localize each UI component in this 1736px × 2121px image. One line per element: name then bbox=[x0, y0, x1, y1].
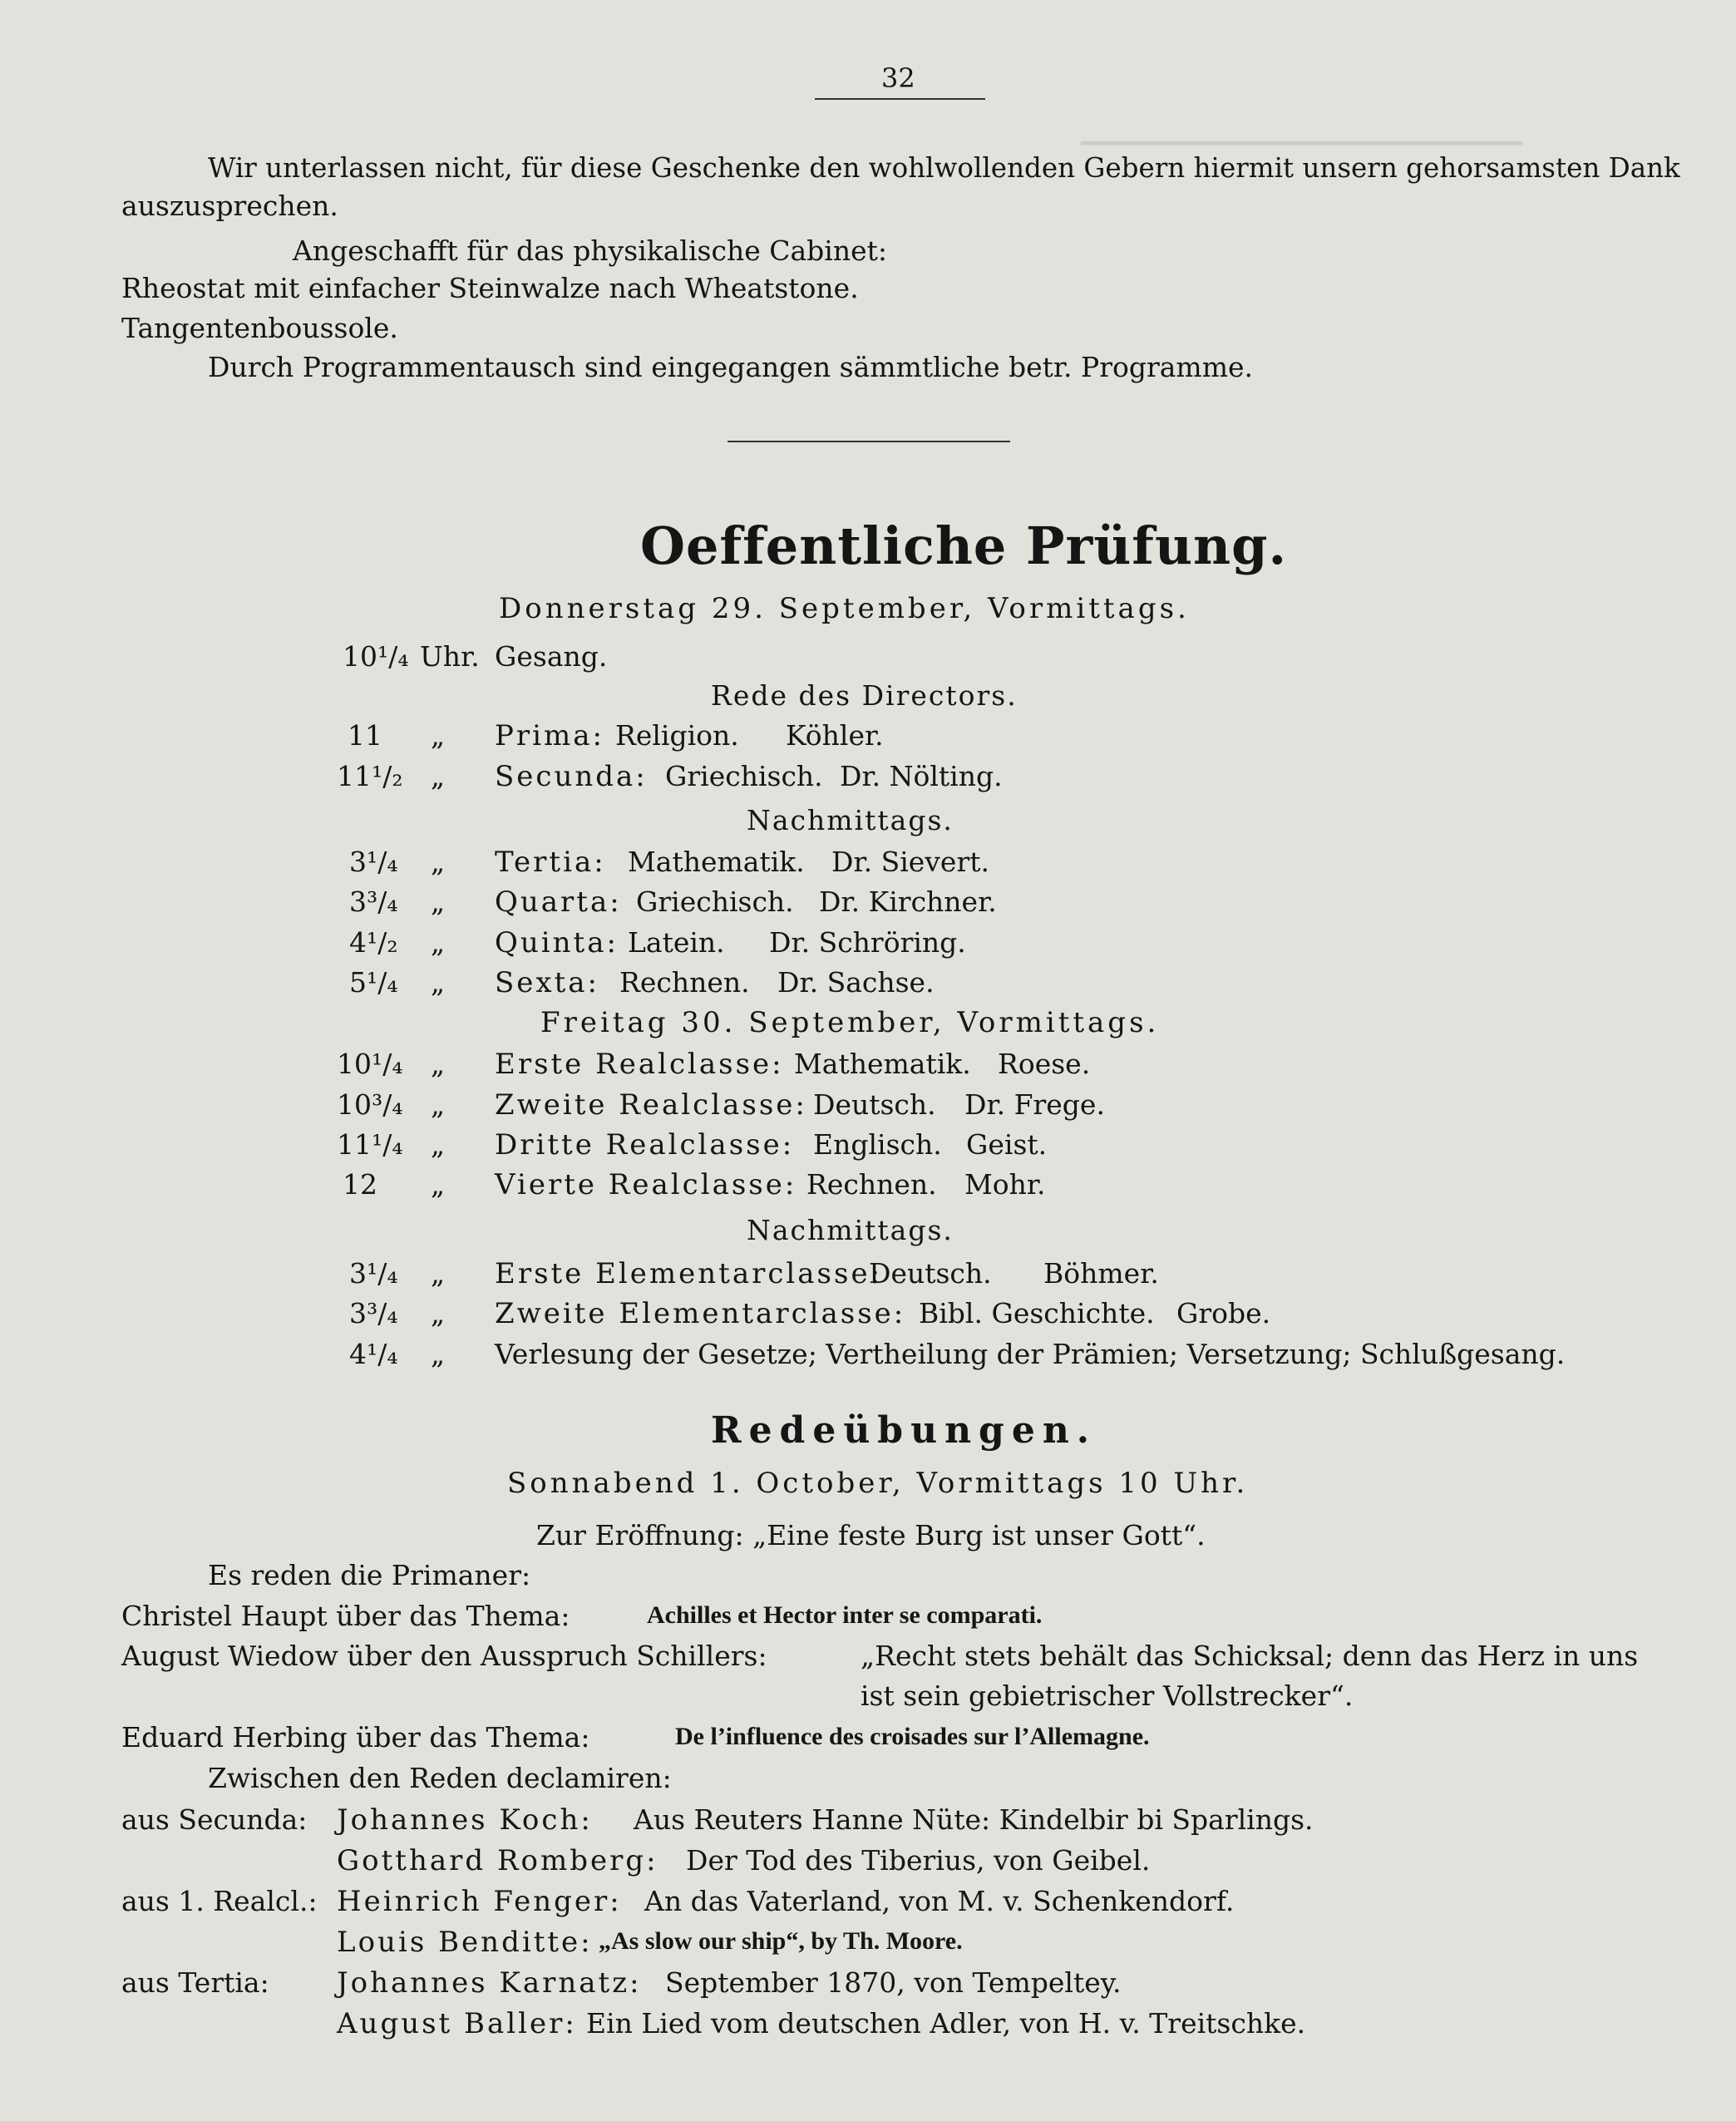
class-quinta: Quinta: bbox=[495, 926, 619, 959]
ditto-mark: „ bbox=[431, 719, 446, 752]
ditto-mark: „ bbox=[431, 846, 446, 878]
speech-1-speaker: Christel Haupt über das Thema: bbox=[121, 1600, 570, 1632]
teacher-elem-2: Grobe. bbox=[1176, 1297, 1271, 1329]
time-quarta: 3³/₄ bbox=[349, 885, 398, 918]
subject-tertia: Mathematik. bbox=[628, 846, 805, 878]
intro-line-2: auszusprechen. bbox=[121, 190, 338, 222]
decl-group: aus 1. Realcl.: bbox=[121, 1885, 318, 1917]
time-prima: 11 bbox=[348, 719, 382, 752]
decl-work: September 1870, von Tempeltey. bbox=[665, 1966, 1122, 1999]
subject-real-2: Deutsch. bbox=[813, 1088, 936, 1121]
teacher-elem-1: Böhmer. bbox=[1043, 1257, 1159, 1290]
class-real-4: Vierte Realclasse: bbox=[495, 1168, 797, 1201]
class-secunda: Secunda: bbox=[495, 760, 648, 793]
ditto-mark: „ bbox=[431, 926, 446, 959]
subject-real-1: Mathematik. bbox=[794, 1048, 971, 1080]
decl-name: Johannes Koch: bbox=[337, 1803, 593, 1837]
pruefung-title: Oeffentliche Prüfung. bbox=[640, 515, 1288, 576]
subject-prima: Religion. bbox=[615, 719, 739, 752]
teacher-real-2: Dr. Frege. bbox=[964, 1088, 1105, 1121]
decl-name: Gotthard Romberg: bbox=[337, 1844, 658, 1877]
subject-quinta: Latein. bbox=[628, 926, 725, 959]
speech-1-topic: Achilles et Hector inter se comparati. bbox=[647, 1601, 1043, 1629]
decl-work: Ein Lied vom deutschen Adler, von H. v. Treitschke. bbox=[586, 2007, 1306, 2040]
class-quarta: Quarta: bbox=[495, 885, 622, 919]
class-prima: Prima: bbox=[495, 719, 604, 752]
time-tertia: 3¹/₄ bbox=[349, 846, 398, 878]
class-elem-2: Zweite Elementarclasse: bbox=[495, 1297, 906, 1330]
decl-work: Der Tod des Tiberius, von Geibel. bbox=[686, 1844, 1151, 1877]
time-sexta: 5¹/₄ bbox=[349, 966, 398, 999]
intro-line-6: Durch Programmentausch sind eingegangen sämmtliche betr. Programme. bbox=[208, 351, 1254, 383]
teacher-secunda: Dr. Nölting. bbox=[840, 760, 1003, 792]
teacher-sexta: Dr. Sachse. bbox=[777, 966, 935, 999]
teacher-real-1: Roese. bbox=[998, 1048, 1091, 1080]
primaner-intro: Es reden die Primaner: bbox=[208, 1559, 531, 1591]
class-sexta: Sexta: bbox=[495, 966, 599, 999]
subject-elem-1: Deutsch. bbox=[869, 1257, 992, 1290]
ditto-mark: „ bbox=[431, 1128, 446, 1161]
time-secunda: 11¹/₂ bbox=[337, 760, 403, 792]
ditto-mark: „ bbox=[431, 966, 446, 999]
teacher-prima: Köhler. bbox=[786, 719, 884, 752]
gesang: Gesang. bbox=[495, 640, 608, 673]
ditto-mark: „ bbox=[431, 760, 446, 792]
decl-work: Aus Reuters Hanne Nüte: Kindelbir bi Sparlings. bbox=[634, 1803, 1314, 1836]
subject-real-3: Englisch. bbox=[813, 1128, 942, 1161]
ditto-mark: „ bbox=[431, 885, 446, 918]
subject-sexta: Rechnen. bbox=[619, 966, 750, 999]
closing-items: Verlesung der Gesetze; Vertheilung der Prämien; Versetzung; Schlußgesang. bbox=[495, 1338, 1566, 1370]
decl-group: aus Tertia: bbox=[121, 1966, 269, 1999]
decl-name: Heinrich Fenger: bbox=[337, 1885, 622, 1918]
time-final: 4¹/₄ bbox=[349, 1338, 398, 1370]
speech-3-topic: De l’influence des croisades sur l’Allemagne. bbox=[675, 1723, 1150, 1750]
nachmittags-2: Nachmittags. bbox=[747, 1214, 954, 1246]
time-real-3: 11¹/₄ bbox=[337, 1128, 403, 1161]
teacher-real-3: Geist. bbox=[966, 1128, 1048, 1161]
subject-secunda: Griechisch. bbox=[665, 760, 823, 792]
time-elem-2: 3³/₄ bbox=[349, 1297, 398, 1329]
section-divider bbox=[727, 441, 1010, 442]
intro-line-4: Rheostat mit einfacher Steinwalze nach Wheatstone. bbox=[121, 272, 859, 304]
teacher-quarta: Dr. Kirchner. bbox=[819, 885, 997, 918]
redeuebungen-title: Redeübungen. bbox=[711, 1409, 1097, 1452]
class-real-3: Dritte Realclasse: bbox=[495, 1128, 795, 1162]
speech-2-speaker: August Wiedow über den Ausspruch Schillers: bbox=[121, 1640, 767, 1672]
ditto-mark: „ bbox=[431, 1257, 446, 1290]
time-real-1: 10¹/₄ bbox=[337, 1048, 403, 1080]
speech-2-topic-a: „Recht stets behält das Schicksal; denn das Herz in uns bbox=[861, 1640, 1639, 1672]
decl-name: Louis Benditte: bbox=[337, 1926, 593, 1959]
subject-elem-2: Bibl. Geschichte. bbox=[919, 1297, 1155, 1329]
time-1: 10¹/₄ bbox=[343, 640, 409, 673]
decl-name: August Baller: bbox=[337, 2007, 577, 2040]
ditto-mark: „ bbox=[431, 1168, 446, 1201]
subject-quarta: Griechisch. bbox=[636, 885, 794, 918]
speech-3-speaker: Eduard Herbing über das Thema: bbox=[121, 1721, 590, 1754]
rede-des-directors: Rede des Directors. bbox=[711, 679, 1018, 712]
ditto-mark: „ bbox=[431, 1088, 446, 1121]
teacher-quinta: Dr. Schröring. bbox=[769, 926, 966, 959]
ditto-mark: „ bbox=[431, 1338, 446, 1370]
nachmittags-1: Nachmittags. bbox=[747, 804, 954, 836]
class-tertia: Tertia: bbox=[495, 846, 606, 879]
time-elem-1: 3¹/₄ bbox=[349, 1257, 398, 1290]
intro-line-5: Tangentenboussole. bbox=[121, 312, 398, 344]
subject-real-4: Rechnen. bbox=[806, 1168, 937, 1201]
intro-line-1: Wir unterlassen nicht, für diese Geschenke den wohlwollenden Gebern hiermit unsern gehorsamsten Dank bbox=[208, 151, 1680, 184]
class-elem-1: Erste Elementarclasse: bbox=[495, 1257, 883, 1290]
decl-group: aus Secunda: bbox=[121, 1803, 308, 1836]
bleed-through-texture: ▁▁▁▁▁▁▁▁▁▁▁▁▁▁▁▁▁▁▁▁▁▁▁ bbox=[1081, 116, 1522, 146]
time-real-4: 12 bbox=[343, 1168, 377, 1201]
time-real-2: 10³/₄ bbox=[337, 1088, 403, 1121]
time-quinta: 4¹/₂ bbox=[349, 926, 398, 959]
class-real-1: Erste Realclasse: bbox=[495, 1048, 784, 1081]
teacher-tertia: Dr. Sievert. bbox=[831, 846, 989, 878]
page-number-rule bbox=[815, 98, 985, 100]
saturday-header: Sonnabend 1. October, Vormittags 10 Uhr. bbox=[507, 1467, 1249, 1500]
ditto-mark: „ bbox=[431, 1048, 446, 1080]
ditto-mark: „ bbox=[431, 1297, 446, 1329]
page-number: 32 bbox=[881, 62, 915, 94]
decl-work: An das Vaterland, von M. v. Schenkendorf. bbox=[644, 1885, 1235, 1917]
uhr-label: Uhr. bbox=[420, 640, 480, 673]
opening-hymn: Zur Eröffnung: „Eine feste Burg ist unser Gott“. bbox=[536, 1519, 1206, 1551]
intro-line-3: Angeschafft für das physikalische Cabinet: bbox=[293, 234, 887, 267]
decl-work: „As slow our ship“, by Th. Moore. bbox=[599, 1927, 963, 1955]
speech-2-topic-b: ist sein gebietrischer Vollstrecker“. bbox=[861, 1680, 1354, 1712]
thursday-header: Donnerstag 29. September, Vormittags. bbox=[499, 592, 1190, 625]
teacher-real-4: Mohr. bbox=[964, 1168, 1046, 1201]
decl-name: Johannes Karnatz: bbox=[337, 1966, 642, 2000]
friday-header: Freitag 30. September, Vormittags. bbox=[540, 1006, 1160, 1039]
declamations-intro: Zwischen den Reden declamiren: bbox=[208, 1762, 672, 1794]
class-real-2: Zweite Realclasse: bbox=[495, 1088, 807, 1122]
